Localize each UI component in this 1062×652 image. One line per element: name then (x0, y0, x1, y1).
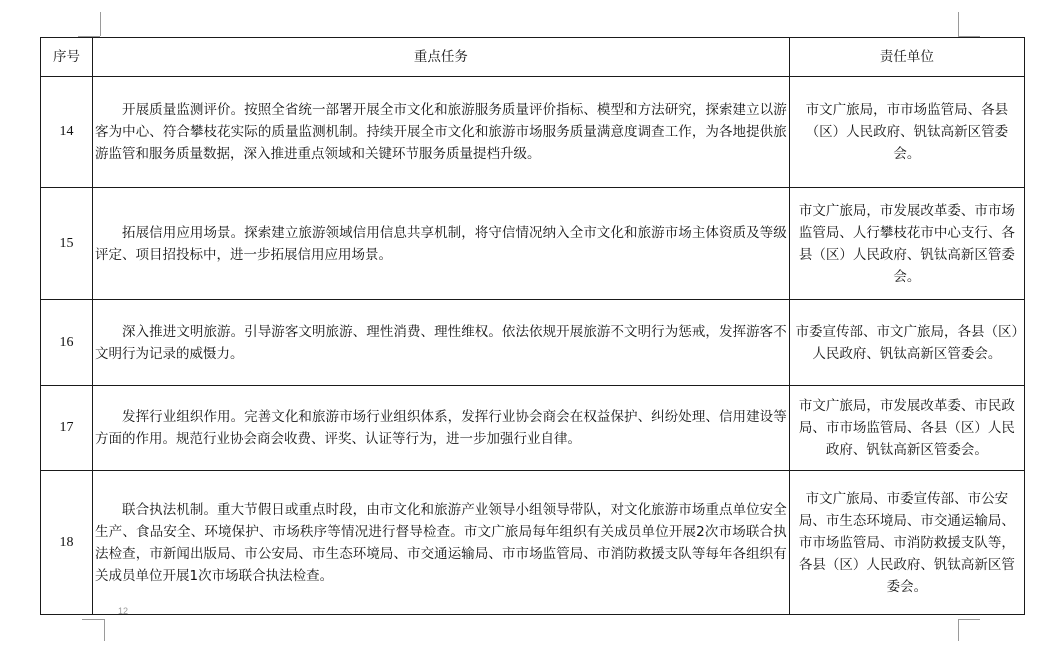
crop-mark-bottom-left (82, 619, 104, 620)
table-header-row (41, 38, 1025, 77)
task-cell (93, 300, 790, 386)
table-row (41, 188, 1025, 300)
table-row (41, 300, 1025, 386)
seq-cell: 18 (41, 471, 93, 615)
page-number: 12 (118, 606, 129, 616)
header-unit: 责任单位 (789, 38, 1024, 77)
task-text: 深入推进文明旅游。引导游客文明旅游、理性消费、理性维权。依法依规开展旅游不文明行为惩戒，发挥游客不文明行为记录的威慑力。 (95, 323, 787, 362)
task-text: 发挥行业组织作用。完善文化和旅游市场行业组织体系，发挥行业协会商会在权益保护、纠纷处理、信用建设等方面的作用。规范行业协会商会收费、评奖、认证等行为，进一步加强行业自律。 (95, 409, 787, 447)
unit-cell: 市委宣传部、市文广旅局，各县（区）人民政府、钒钛高新区管委会。 (789, 300, 1024, 386)
unit-cell: 市文广旅局，市发展改革委、市市场监管局、人行攀枝花市中心支行、各县（区）人民政府、钒钛高新区管委会。 (789, 188, 1024, 300)
seq-cell: 15 (41, 188, 93, 300)
header-seq: 序号 (41, 38, 93, 77)
task-cell (93, 77, 790, 188)
crop-mark-top-left (100, 12, 101, 36)
task-cell (93, 386, 790, 471)
unit-cell: 市文广旅局，市发展改革委、市民政局、市市场监管局、各县（区）人民政府、钒钛高新区管委会。 (789, 386, 1024, 471)
crop-mark-top-right (958, 12, 959, 36)
header-task: 重点任务 (93, 38, 790, 77)
task-text: 拓展信用应用场景。探索建立旅游领域信用信息共享机制，将守信情况纳入全市文化和旅游市场主体资质及等级评定、项目招投标中，进一步拓展信用应用场景。 (95, 224, 787, 263)
crop-mark-bottom-right (958, 619, 959, 641)
task-text: 联合执法机制。重大节假日或重点时段，由市文化和旅游产业领导小组领导带队，对文化旅游市场重点单位安全生产、食品安全、环境保护、市场秩序等情况进行督导检查。市文广旅局每年组织有关成员单位开展2次市场联合执法检查，市新闻出版局、市公安局、市生态环境局、市交通运输局、市市场监管局、市消防救援支队等每年各组织有关成员单位开展1次市场联合执法检查。 (95, 501, 787, 584)
table-row (41, 471, 1025, 615)
table-row (41, 386, 1025, 471)
unit-cell: 市文广旅局、市委宣传部、市公安局、市生态环境局、市交通运输局、市市场监管局、市消防救援支队等，各县（区）人民政府、钒钛高新区管委会。 (789, 471, 1024, 615)
table-row (41, 77, 1025, 188)
task-cell (93, 188, 790, 300)
task-text: 开展质量监测评价。按照全省统一部署开展全市文化和旅游服务质量评价指标、模型和方法研究，探索建立以游客为中心、符合攀枝花实际的质量监测机制。持续开展全市文化和旅游市场服务质量满意度调查工作，为各地提供旅游监管和服务质量数据，深入推进重点领域和关键环节服务质量提档升级。 (95, 102, 787, 162)
unit-cell: 市文广旅局，市市场监管局、各县（区）人民政府、钒钛高新区管委会。 (789, 77, 1024, 188)
crop-mark-bottom-left (104, 619, 105, 641)
seq-cell: 17 (41, 386, 93, 471)
crop-mark-bottom-right (958, 619, 980, 620)
task-table (40, 37, 1025, 615)
seq-cell: 14 (41, 77, 93, 188)
task-cell (93, 471, 790, 615)
seq-cell: 16 (41, 300, 93, 386)
